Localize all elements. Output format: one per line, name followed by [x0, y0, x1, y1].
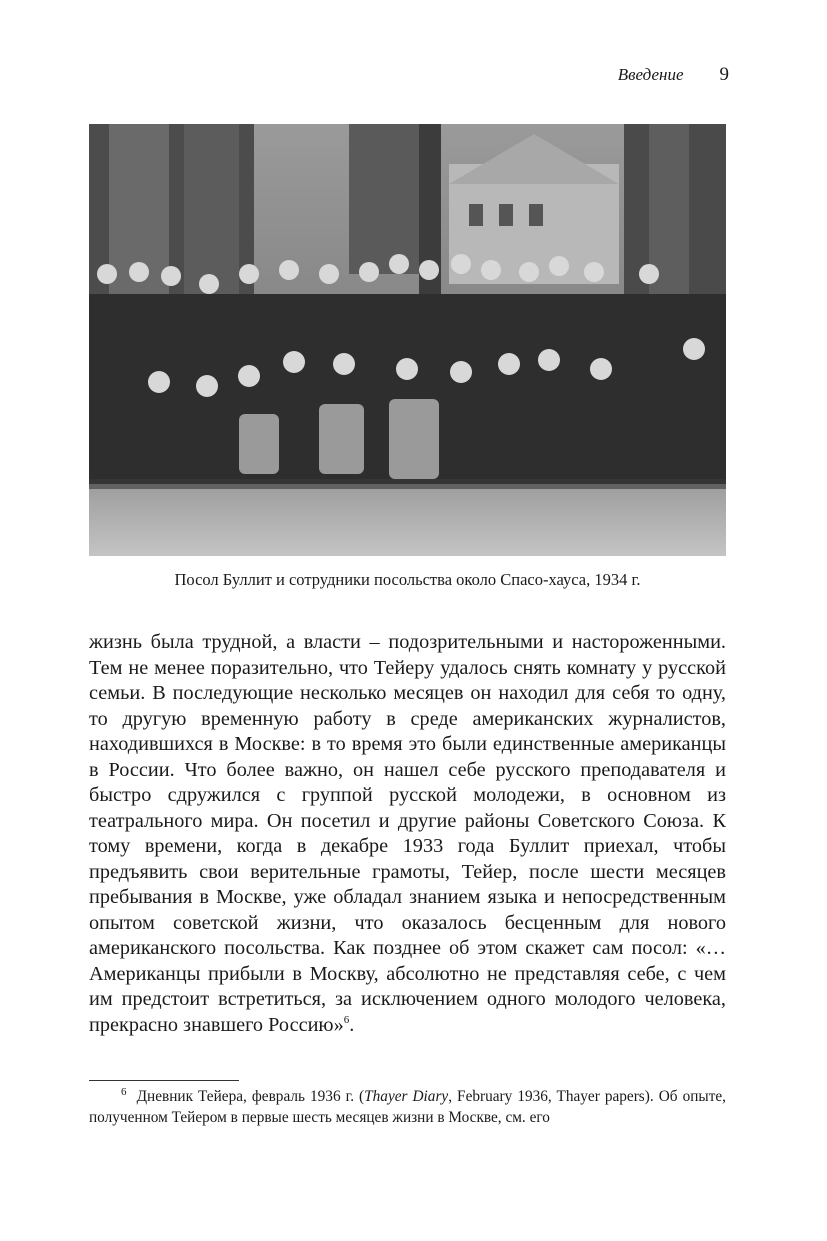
page-number: 9 [719, 64, 729, 85]
footnote-divider [89, 1080, 239, 1081]
footnote-italic-title: Thayer Diary [364, 1088, 449, 1105]
group-photo [89, 124, 726, 556]
body-paragraph: жизнь была трудной, а власти – подозрительными и настороженными. Тем не менее поразительно, что Тейеру удалось снять комнату у русской семьи. В последующие несколько месяцев он находил для себя то одну, то другую временную работу в среде американских журналистов, находившихся в Москве: в то время это были единственные американцы в России. Что более важно, он нашел себе русского преподавателя и быстро сдружился с группой русской молодежи, в основном из театрального мира. Он посетил и другие районы Советского Союза. К тому времени, когда в декабре 1933 года Буллит приехал, чтобы предъявить свои верительные грамоты, Тейер, после шести месяцев пребывания в Москве, уже обладал знанием языка и непосредственным опытом советской жизни, что оказалось бесценным для нового американского посольства. Как позднее об этом скажет сам посол: «…Американцы прибыли в Москву, абсолютно не представляя себе, с чем им предстоит встретиться, за исключением одного молодого человека, прекрасно знавшего Россию»$^6$. [89, 631, 726, 1036]
footnote-text-after: , February 1936, Thayer papers). Об опыте, полученном Тейером в первые шесть месяцев жизни в Москве, см. его [89, 1088, 726, 1126]
paragraph-text: жизнь была трудной, а власти – подозрительными и настороженными. Тем не менее поразительно, что Тейеру удалось снять комнату у русской семьи. В последующие несколько месяцев он находил для себя то одну, то другую временную работу в среде американских журналистов, находившихся в Москве: в то время это были единственные американцы в России. Что более важно, он нашел себе русского преподавателя и быстро сдружился с группой русской молодежи, в основном из театрального мира. Он посетил и другие районы Советского Союза. К тому времени, когда в декабре 1933 года Буллит приехал, чтобы предъявить свои верительные грамоты, Тейер, после шести месяцев пребывания в Москве, уже обладал знанием языка и непосредственным опытом советской жизни, что оказалось бесценным для нового американского посольства. Как позднее об этом скажет сам посол: «…Американцы прибыли в Москву, абсолютно не представляя себе, с чем им предстоит встретиться, за исключением одного молодого человека, прекрасно знавшего Россию» [89, 631, 726, 1036]
footnote [89, 1086, 726, 1128]
footnote-reference[interactable]: 6 [343, 1013, 350, 1026]
running-head [618, 64, 729, 86]
figure-caption: Посол Буллит и сотрудники посольства около Спасо-хауса, 1934 г. [174, 570, 641, 589]
section-title: Введение [617, 65, 684, 84]
footnote-marker: 6 [121, 1085, 127, 1098]
body-text [89, 630, 726, 1038]
footnote-text-before: Дневник Тейера, февраль 1936 г. ( [136, 1088, 365, 1105]
